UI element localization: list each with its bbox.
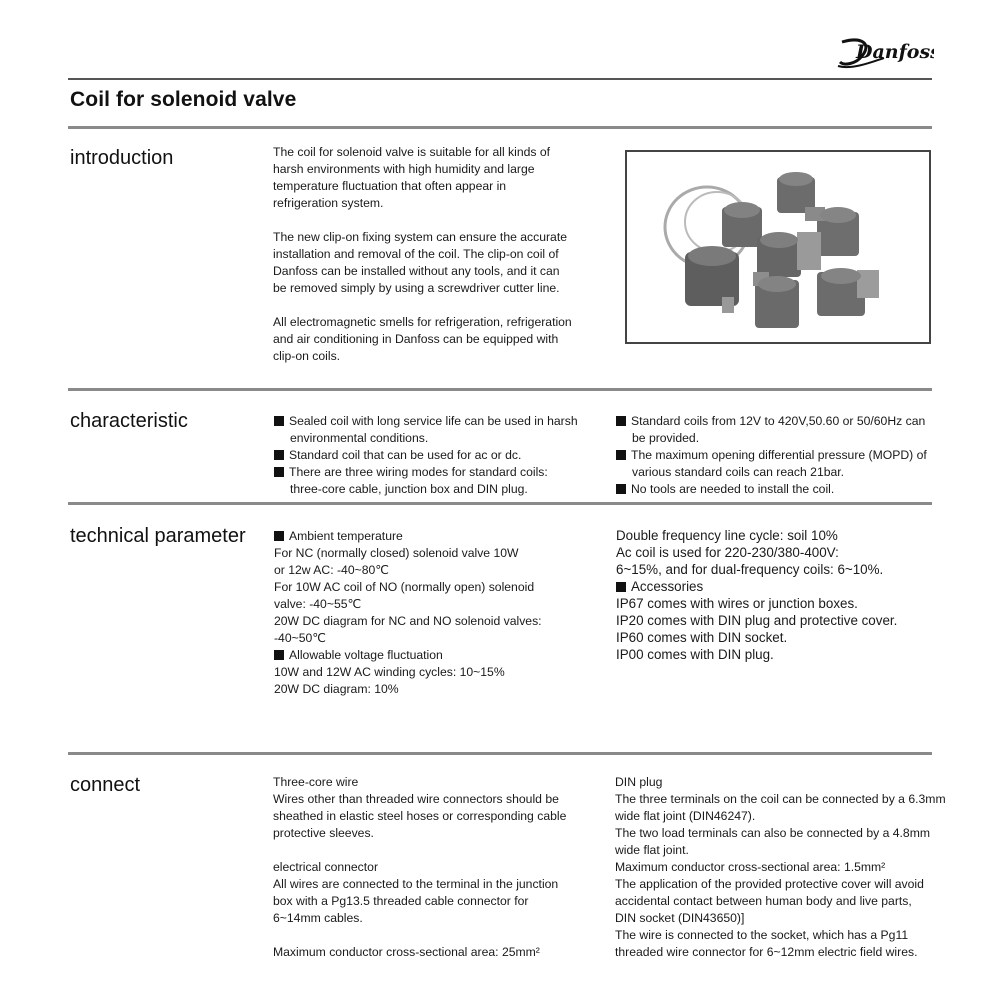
intro-line: clip-on coils.	[273, 349, 341, 363]
list-item: There are three wiring modes for standard coils:	[274, 464, 578, 481]
text-line: DIN socket (DIN43650)]	[615, 911, 745, 925]
text-line: protective sleeves.	[273, 826, 374, 840]
subheading-three-core: Three-core wire	[273, 775, 359, 789]
section-heading-introduction: introduction	[70, 147, 174, 169]
section-heading-characteristic: characteristic	[70, 410, 188, 432]
bullet-square-icon	[274, 650, 284, 660]
text-line: or 12w AC: -40~80℃	[274, 563, 389, 577]
product-photo	[625, 150, 931, 344]
text-line: 6~15%, and for dual-frequency coils: 6~10%.	[616, 562, 884, 577]
intro-line: refrigeration system.	[273, 196, 384, 210]
list-item: Sealed coil with long service life can be used in harsh	[274, 413, 578, 430]
intro-line: The new clip-on fixing system can ensure the accurate	[273, 230, 567, 244]
bullet-square-icon	[616, 484, 626, 494]
subheading-electrical-connector: electrical connector	[273, 860, 378, 874]
intro-line: installation and removal of the coil. The clip-on coil of	[273, 247, 559, 261]
list-item-cont: three-core cable, junction box and DIN plug.	[290, 482, 528, 496]
divider-characteristic	[68, 388, 932, 391]
connect-left	[273, 774, 566, 961]
section-heading-technical-parameter: technical parameter	[70, 525, 246, 547]
intro-line: Danfoss can be installed without any tools, and it can	[273, 264, 560, 278]
technical-right	[616, 527, 897, 663]
list-item-cont: environmental conditions.	[290, 431, 429, 445]
bullet-square-icon	[274, 467, 284, 477]
divider-connect	[68, 752, 932, 755]
title-divider	[68, 126, 932, 129]
list-item: Standard coil that can be used for ac or dc.	[274, 447, 578, 464]
connect-right	[615, 774, 946, 961]
intro-line: The coil for solenoid valve is suitable for all kinds of	[273, 145, 551, 159]
text-line: The wire is connected to the socket, which has a Pg11	[615, 928, 909, 942]
accessory-item: IP20 comes with DIN plug and protective cover.	[616, 613, 898, 628]
text-line: wide flat joint (DIN46247).	[615, 809, 756, 823]
solenoid-coils-illustration	[627, 152, 929, 342]
list-item: No tools are needed to install the coil.	[616, 481, 927, 498]
danfoss-logo	[832, 32, 934, 74]
introduction-text	[273, 144, 572, 365]
text-line: Ac coil is used for 220-230/380-400V:	[616, 545, 839, 560]
subheading-din-plug: DIN plug	[615, 775, 663, 789]
text-line: sheathed in elastic steel hoses or corresponding cable	[273, 809, 567, 823]
text-line: The two load terminals can also be connected by a 4.8mm	[615, 826, 931, 840]
brand-text: Danfoss	[856, 41, 934, 63]
header-rule	[68, 78, 932, 80]
bullet-square-icon	[616, 450, 626, 460]
text-line: valve: -40~55℃	[274, 597, 362, 611]
technical-left	[274, 528, 542, 698]
intro-line: temperature fluctuation that often appear in	[273, 179, 507, 193]
text-line: Wires other than threaded wire connectors should be	[273, 792, 559, 806]
text-line: 20W DC diagram for NC and NO solenoid valves:	[274, 614, 542, 628]
list-item-cont: be provided.	[632, 431, 700, 445]
text-line: Double frequency line cycle: soil 10%	[616, 528, 838, 543]
characteristic-right-list	[616, 413, 927, 498]
bullet-square-icon	[274, 531, 284, 541]
text-line: Maximum conductor cross-sectional area: 1.5mm²	[615, 860, 886, 874]
accessory-item: IP60 comes with DIN socket.	[616, 630, 788, 645]
characteristic-left-list	[274, 413, 578, 498]
accessory-item: IP00 comes with DIN plug.	[616, 647, 774, 662]
list-item: Standard coils from 12V to 420V,50.60 or 50/60Hz can	[616, 413, 927, 430]
accessory-item: IP67 comes with wires or junction boxes.	[616, 596, 858, 611]
list-item: The maximum opening differential pressure (MOPD) of	[616, 447, 927, 464]
bullet-square-icon	[274, 416, 284, 426]
intro-line: be removed simply by using a screwdriver cutter line.	[273, 281, 560, 295]
text-line: 6~14mm cables.	[273, 911, 363, 925]
intro-line: All electromagnetic smells for refrigeration, refrigeration	[273, 315, 572, 329]
section-heading-connect: connect	[70, 774, 141, 796]
text-line: All wires are connected to the terminal in the junction	[273, 877, 559, 891]
text-line: wide flat joint.	[615, 843, 689, 857]
text-line: -40~50℃	[274, 631, 326, 645]
bullet-square-icon	[616, 582, 626, 592]
text-line: Maximum conductor cross-sectional area: 25mm²	[273, 945, 540, 959]
text-line: 20W DC diagram: 10%	[274, 682, 399, 696]
text-line: The three terminals on the coil can be connected by a 6.3mm	[615, 792, 946, 806]
subheading-ambient: Ambient temperature	[274, 528, 542, 545]
bullet-square-icon	[274, 450, 284, 460]
text-line: The application of the provided protective cover will avoid	[615, 877, 924, 891]
text-line: threaded wire connector for 6~12mm electric field wires.	[615, 945, 918, 959]
divider-technical	[68, 502, 932, 505]
text-line: For NC (normally closed) solenoid valve 10W	[274, 546, 519, 560]
text-line: For 10W AC coil of NO (normally open) solenoid	[274, 580, 535, 594]
intro-line: harsh environments with high humidity and large	[273, 162, 535, 176]
subheading-accessories: Accessories	[616, 578, 897, 595]
bullet-square-icon	[616, 416, 626, 426]
list-item-cont: various standard coils can reach 21bar.	[632, 465, 845, 479]
intro-line: and air conditioning in Danfoss can be equipped with	[273, 332, 559, 346]
subheading-voltage: Allowable voltage fluctuation	[274, 647, 542, 664]
page-title: Coil for solenoid valve	[70, 88, 297, 111]
text-line: box with a Pg13.5 threaded cable connector for	[273, 894, 529, 908]
text-line: 10W and 12W AC winding cycles: 10~15%	[274, 665, 505, 679]
text-line: accidental contact between human body and live parts,	[615, 894, 912, 908]
